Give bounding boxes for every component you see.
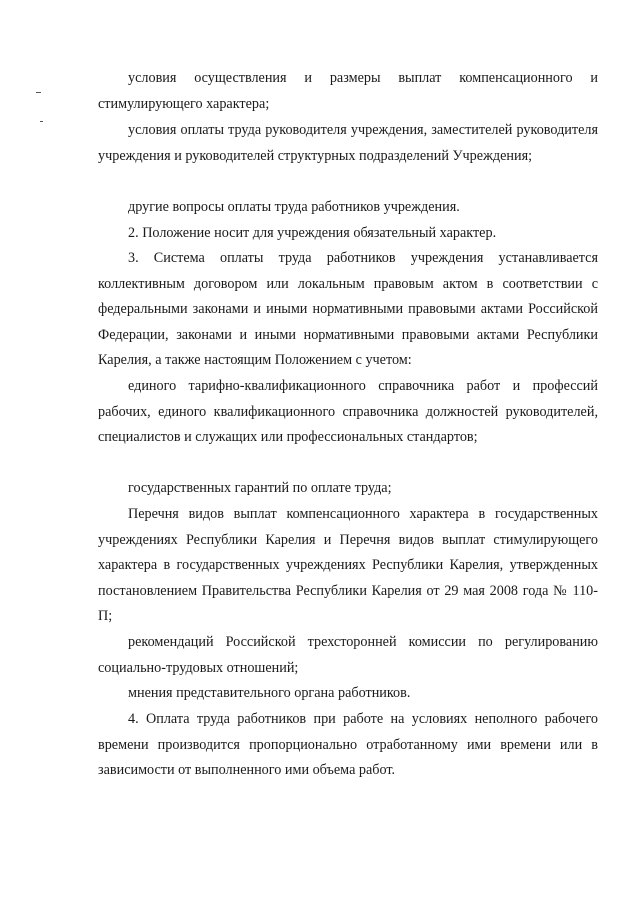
paragraph-commission-recommendations: рекомендаций Российской трехсторонней комиссии по регулированию социально-трудовых отношений; <box>98 634 598 676</box>
paragraph-clause-4: 4. Оплата труда работников при работе на условиях неполного рабочего времени производится пропорционально отработанному ими времени или в зависимости от выполненного ими объема работ. <box>98 711 598 778</box>
paragraph-payments-list: Перечня видов выплат компенсационного характера в государственных учреждениях Республики Карелия и Перечня видов выплат стимулирующего характера в государственных учреждениях Республики Карелия, утвержденных постановлением Правительства Республики Карелия от 29 мая 2008 года № 110-П; <box>98 506 598 624</box>
paragraph-state-guarantees: государственных гарантий по оплате труда; <box>128 480 392 496</box>
paragraph-representative-opinion: мнения представительного органа работников. <box>128 685 411 701</box>
paragraph-compensation-conditions: условия осуществления и размеры выплат компенсационного и стимулирующего характера; <box>98 70 598 112</box>
paragraph-tariff-handbook: единого тарифно-квалификационного справочника работ и профессий рабочих, единого квалификационного справочника должностей руководителей, специалистов и служащих или профессиональных стандартов; <box>98 378 598 445</box>
paragraph-clause-2: 2. Положение носит для учреждения обязательный характер. <box>128 225 497 241</box>
paragraph-other-questions: другие вопросы оплаты труда работников учреждения. <box>128 199 460 215</box>
paragraph-clause-3: 3. Система оплаты труда работников учреждения устанавливается коллективным договором или локальным правовым актом в соответствии с федеральными законами и иными нормативными правовыми актами Российской Федерации, законами и иными нормативными правовыми актами Республики Карелия, а также настоящим Положением с учетом: <box>98 250 598 368</box>
scan-mark <box>36 92 41 93</box>
scan-mark <box>40 121 43 122</box>
paragraph-management-pay: условия оплаты труда руководителя учреждения, заместителей руководителя учреждения и руководителей структурных подразделений Учреждения; <box>98 122 598 164</box>
